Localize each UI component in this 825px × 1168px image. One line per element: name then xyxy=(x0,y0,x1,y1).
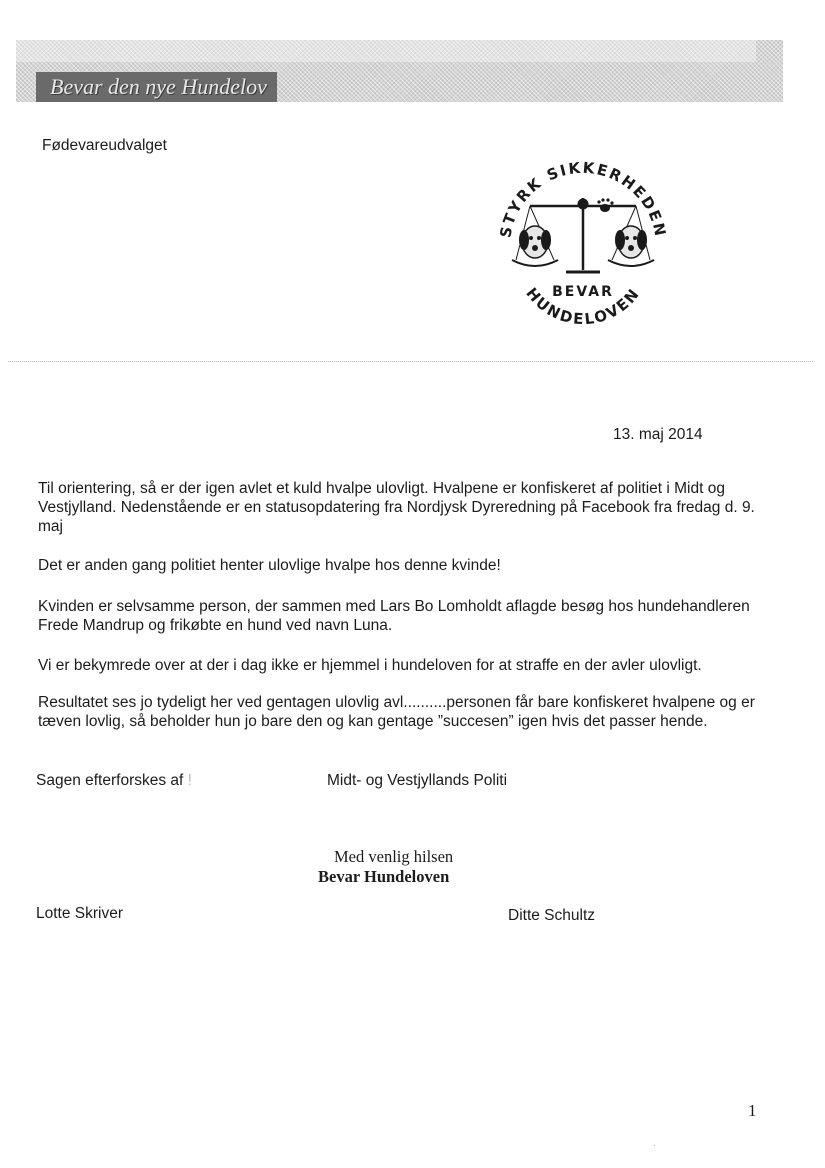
signatory-left: Lotte Skriver xyxy=(36,905,124,922)
header-divider xyxy=(8,361,813,362)
logo-center-word: BEVAR xyxy=(552,284,614,300)
logo-ring-bottom-text: HUNDELOVEN xyxy=(522,284,644,329)
body-paragraph-2: Det er anden gang politiet henter ulovlige hvalpe hos denne kvinde! xyxy=(38,557,501,574)
dog-right-icon xyxy=(615,226,647,258)
scan-speck: · xyxy=(653,1140,656,1150)
letter-date: 13. maj 2014 xyxy=(613,426,703,443)
investigating-authority: Midt- og Vestjyllands Politi xyxy=(327,772,508,789)
organization-logo xyxy=(488,148,678,338)
closing-greeting: Med venlig hilsen xyxy=(334,847,454,866)
banner-title: Bevar den nye Hundelov xyxy=(36,72,277,102)
closing-organization: Bevar Hundeloven xyxy=(318,867,450,886)
page-number: 1 xyxy=(748,1101,757,1120)
investigation-line xyxy=(36,771,192,790)
body-paragraph-1: Til orientering, så er der igen avlet et kuld hvalpe ulovligt. Hvalpene er konfiskeret af politiet i Midt og Vestjylland. Nedenstående er en statusopdatering fra Nordjysk Dyreredning på Facebook fra fredag d. 9. maj xyxy=(38,480,755,535)
recipient: Fødevareudvalget xyxy=(42,137,167,154)
header-banner-highlight xyxy=(16,40,756,62)
body-paragraph-3: Kvinden er selvsamme person, der sammen med Lars Bo Lomholdt aflagde besøg hos hundehandleren Frede Mandrup og frikøbte en hund ved navn Luna. xyxy=(38,598,750,634)
logo-ring-top-text: STYRK SIKKERHEDEN xyxy=(496,158,670,240)
signatory-right: Ditte Schultz xyxy=(508,907,596,924)
body-paragraph-5: Resultatet ses jo tydeligt her ved gentagen ulovlig avl..........personen får bare konfiskeret hvalpene og er tæven lovlig, så beholder hun jo bare den og kan gentage ”succesen” igen hvis det passer hende. xyxy=(38,694,755,730)
investigation-label: Sagen efterforskes af xyxy=(36,772,184,789)
body-paragraph-4: Vi er bekymrede over at der i dag ikke er hjemmel i hundeloven for at straffe en der avler ulovligt. xyxy=(38,657,702,674)
stray-mark: ! xyxy=(187,772,192,789)
dog-left-icon xyxy=(519,226,551,258)
